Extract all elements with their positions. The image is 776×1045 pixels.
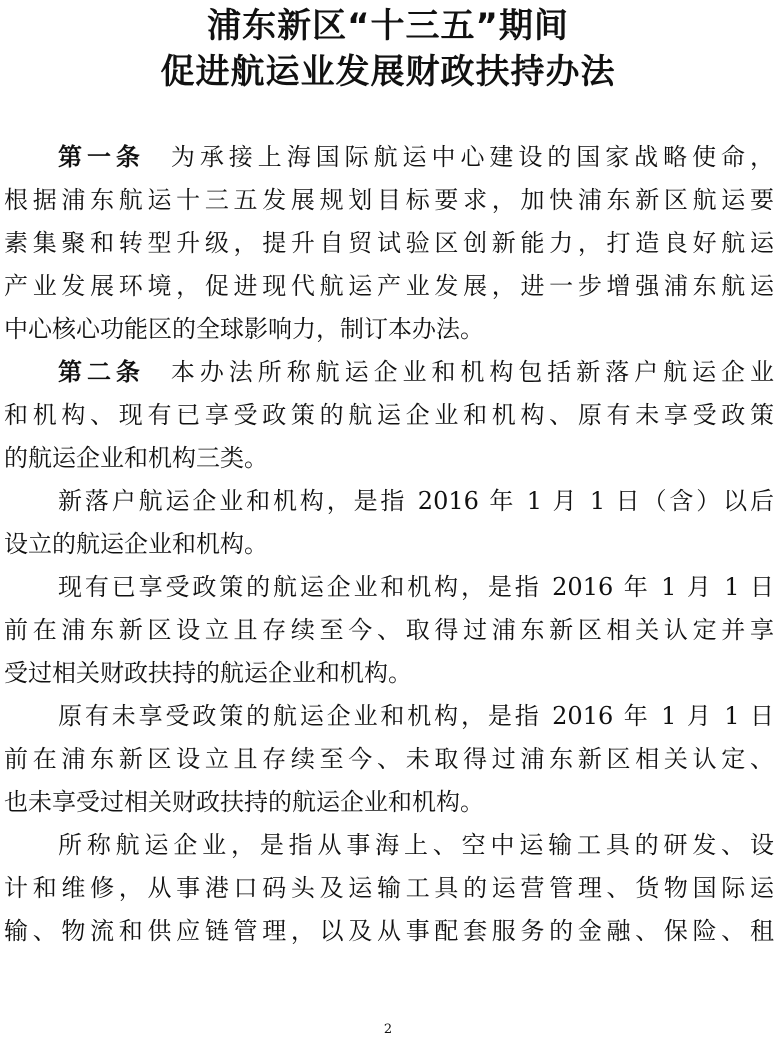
para-definition-line-3: 输、物流和供应链管理，以及从事配套服务的金融、保险、租: [4, 917, 774, 945]
article-2-text-1: 本办法所称航运企业和机构包括新落户航运企业: [170, 358, 775, 386]
para-new-line-1: 新落户航运企业和机构，是指 2016 年 1 月 1 日（含）以后: [58, 487, 774, 515]
article-1-line-3: 素集聚和转型升级，提升自贸试验区创新能力，打造良好航运: [4, 229, 774, 257]
article-1-label: 第一条: [58, 143, 145, 171]
article-1-line-4: 产业发展环境，促进现代航运产业发展，进一步增强浦东航运: [4, 272, 774, 300]
article-2-line-3: 的航运企业和机构三类。: [4, 444, 268, 472]
para-original-line-1: 原有未享受政策的航运企业和机构，是指 2016 年 1 月 1 日: [58, 702, 774, 730]
para-original-line-2: 前在浦东新区设立且存续至今、未取得过浦东新区相关认定、: [4, 745, 774, 773]
article-2-line-1: [58, 352, 774, 392]
para-existing-line-3: 受过相关财政扶持的航运企业和机构。: [4, 659, 412, 687]
para-existing-line-2: 前在浦东新区设立且存续至今、取得过浦东新区相关认定并享: [4, 616, 774, 644]
article-1-line-5: 中心核心功能区的全球影响力，制订本办法。: [4, 315, 484, 343]
para-definition-line-2: 计和维修，从事港口码头及运输工具的运营管理、货物国际运: [4, 874, 774, 902]
para-original-line-3: 也未享受过相关财政扶持的航运企业和机构。: [4, 788, 484, 816]
page-number: 2: [383, 1022, 393, 1037]
document-title-line-1: 浦东新区“十三五”期间: [207, 6, 569, 46]
para-definition-line-1: 所称航运企业，是指从事海上、空中运输工具的研发、设: [58, 831, 774, 859]
para-existing-line-1: 现有已享受政策的航运企业和机构，是指 2016 年 1 月 1 日: [58, 573, 774, 601]
article-1-line-2: 根据浦东航运十三五发展规划目标要求，加快浦东新区航运要: [4, 186, 774, 214]
article-2-line-2: 和机构、现有已享受政策的航运企业和机构、原有未享受政策: [4, 401, 774, 429]
document-title-line-2: 促进航运业发展财政扶持办法: [160, 52, 616, 92]
para-new-line-2: 设立的航运企业和机构。: [4, 530, 268, 558]
article-1-text-1: 为承接上海国际航运中心建设的国家战略使命，: [170, 143, 775, 171]
article-2-label: 第二条: [58, 358, 145, 386]
article-1-line-1: [58, 137, 774, 177]
